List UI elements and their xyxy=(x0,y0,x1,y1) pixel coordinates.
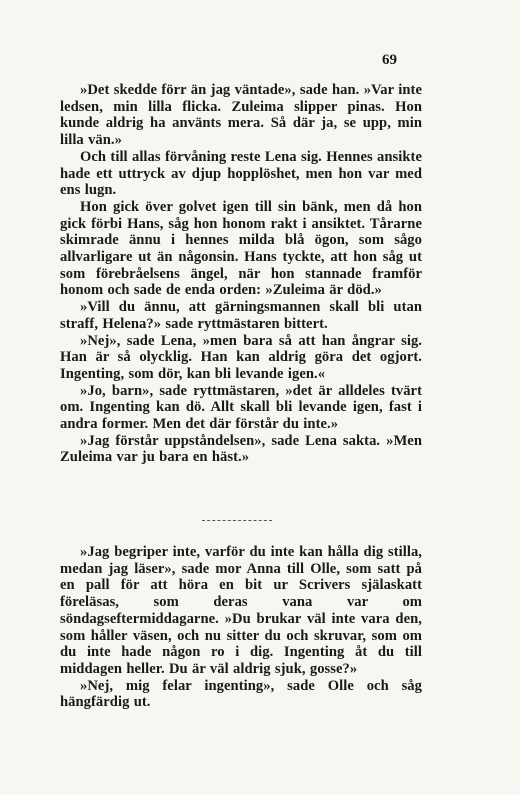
paragraph: »Jo, barn», sade ryttmästaren, »det är alldeles tvärt om. Ingenting kan dö. Allt skall bli levande igen, fast i andra former. Men det där förstår du inte.» xyxy=(60,382,422,433)
paragraph: »Jag förstår uppståndelsen», sade Lena sakta. »Men Zuleima var ju bara en häst.» xyxy=(60,432,422,466)
section-divider xyxy=(202,520,272,521)
paragraph: Hon gick över golvet igen till sin bänk, men då hon gick förbi Hans, såg hon honom rakt i ansiktet. Tårarne skimrade ännu i hennes milda blå ögon, som sågo allvarligare ut än någonsin. Hans tyckte, att hon såg ut som förebråelsens ängel, när hon stannade framför honom och sade de enda orden: »Zuleima är död.» xyxy=(60,198,422,299)
paragraph: »Jag begriper inte, varför du inte kan hålla dig stilla, medan jag läser», sade mor Anna till Olle, som satt på en pall för att höra en bit ur Scrivers själaskatt föreläsas, som deras vana var om söndagseftermiddagarne. »Du brukar väl inte vara den, som håller väsen, och nu sitter du och skruvar, som om du inte hade någon ro i dig. Ingenting åt du till middagen heller. Du är väl aldrig sjuk, gosse?» xyxy=(60,544,422,677)
paragraph: »Det skedde förr än jag väntade», sade han. »Var inte ledsen, min lilla flicka. Zuleima slipper pinas. Hon kunde aldrig ha använts mera. Så där ja, se upp, min lilla vän.» xyxy=(60,82,422,149)
section-two xyxy=(60,544,422,711)
page-number: 69 xyxy=(382,52,397,68)
paragraph: »Vill du ännu, att gärningsmannen skall bli utan straff, Helena?» sade ryttmästaren bittert. xyxy=(60,299,422,332)
section-one xyxy=(60,82,422,466)
paragraph: »Nej, mig felar ingenting», sade Olle och såg hängfärdig ut. xyxy=(60,677,422,711)
paragraph: Och till allas förvåning reste Lena sig. Hennes ansikte hade ett uttryck av djup hopplöshet, men hon var med ens lugn. xyxy=(60,148,422,199)
paragraph: »Nej», sade Lena, »men bara så att han ångrar sig. Han är så olycklig. Han kan aldrig göra det ogjort. Ingenting, som dör, kan bli levande igen.« xyxy=(60,332,422,382)
